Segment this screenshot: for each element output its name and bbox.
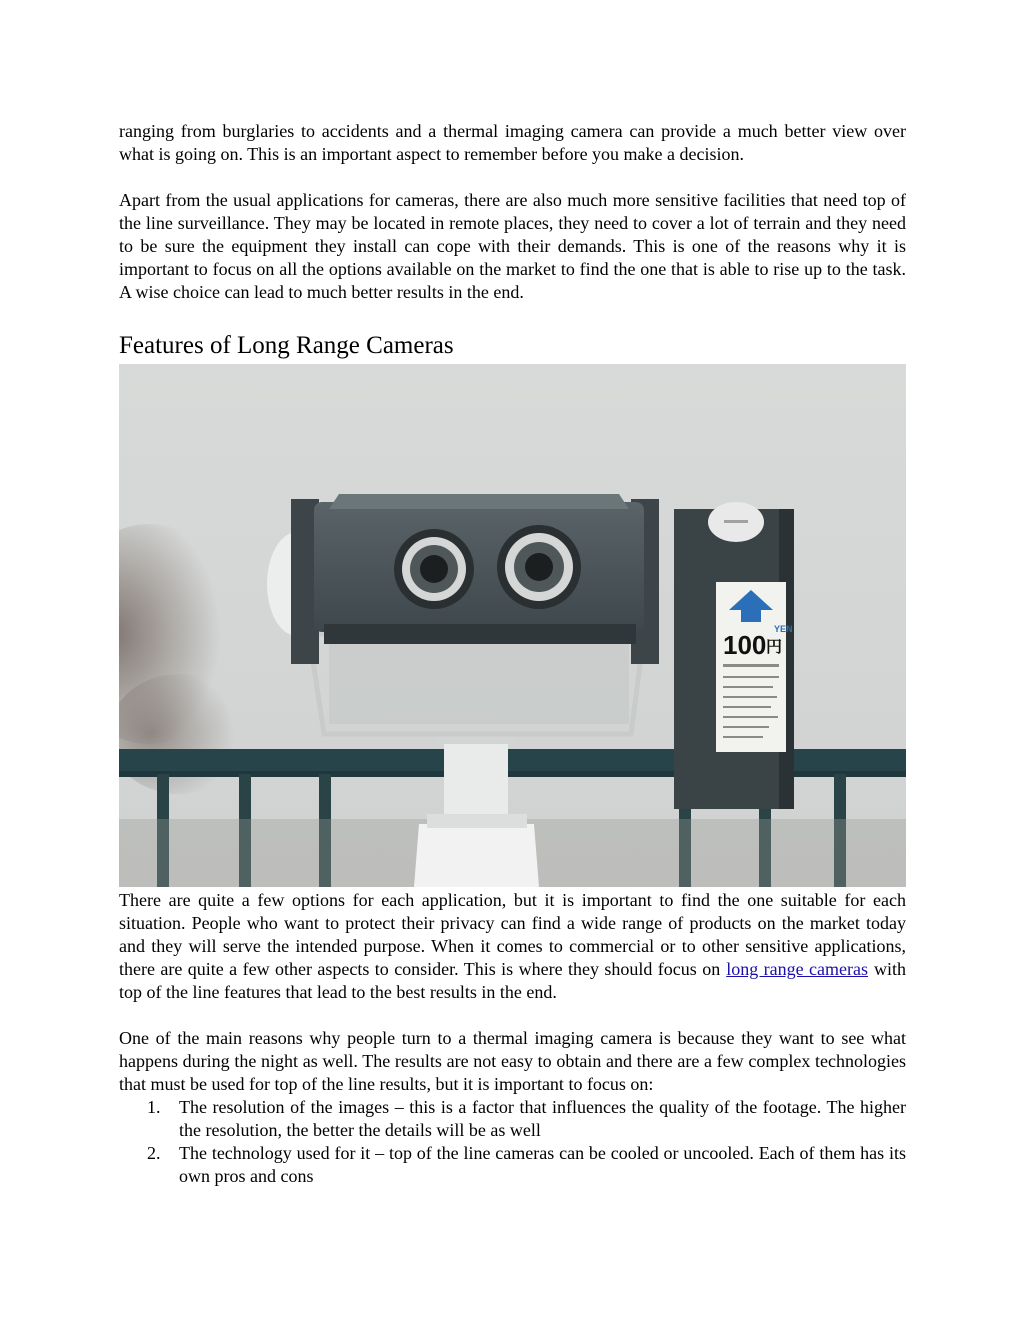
list-item-text: The resolution of the images – this is a factor that influences the quality of the footage. The higher the resolution, the better the details will be as well: [179, 1097, 906, 1140]
list-number: 2.: [147, 1143, 161, 1163]
paragraph-applications: Apart from the usual applications for cameras, there are also much more sensitive facilities that need top of the line surveillance. They may be located in remote places, they need to cover a lot of terrain and they need to be sure the equipment they install can cope with their demands. This is one of the reasons why it is important to focus on all the options available on the market to find the one that is able to rise up to the task. A wise choice can lead to much better results in the end.: [119, 190, 906, 302]
paragraph-options-tail: with top of the line features that lead to the best results in the end.: [119, 959, 906, 1002]
paragraph-thermal: One of the main reasons why people turn to a thermal imaging camera is because they want to see what happens during the night as well. The results are not easy to obtain and there are a few complex technologies that must be used for top of the line results, but it is important to focus on:: [119, 1028, 906, 1094]
document-page: [119, 120, 906, 1188]
sign-currency: YEN: [774, 624, 793, 634]
paragraph-options-text: There are quite a few options for each application, but it is important to find the one suitable for each situation. People who want to protect their privacy can find a wide range of products on the market today and they will serve the intended purpose. When it comes to commercial or to other sensitive applications, there are quite a few other aspects to consider. This is where they should focus on: [119, 890, 906, 979]
binocular-viewer-photo: [119, 364, 906, 887]
sign-yen-char: 円: [766, 637, 783, 656]
list-number: 1.: [147, 1097, 161, 1117]
section-heading: Features of Long Range Cameras: [119, 332, 454, 359]
sign-price: 100: [723, 630, 767, 660]
paragraph-intro: ranging from burglaries to accidents and a thermal imaging camera can provide a much better view over what is going on. This is an important aspect to remember before you make a decision.: [119, 121, 906, 164]
feature-list: [119, 1096, 906, 1188]
list-item: [119, 1142, 906, 1188]
paragraph-options: [119, 889, 906, 1004]
list-item: [119, 1096, 906, 1142]
list-item-text: The technology used for it – top of the line cameras can be cooled or uncooled. Each of them has its own pros and cons: [179, 1143, 906, 1186]
long-range-cameras-link[interactable]: long range cameras: [726, 959, 868, 979]
